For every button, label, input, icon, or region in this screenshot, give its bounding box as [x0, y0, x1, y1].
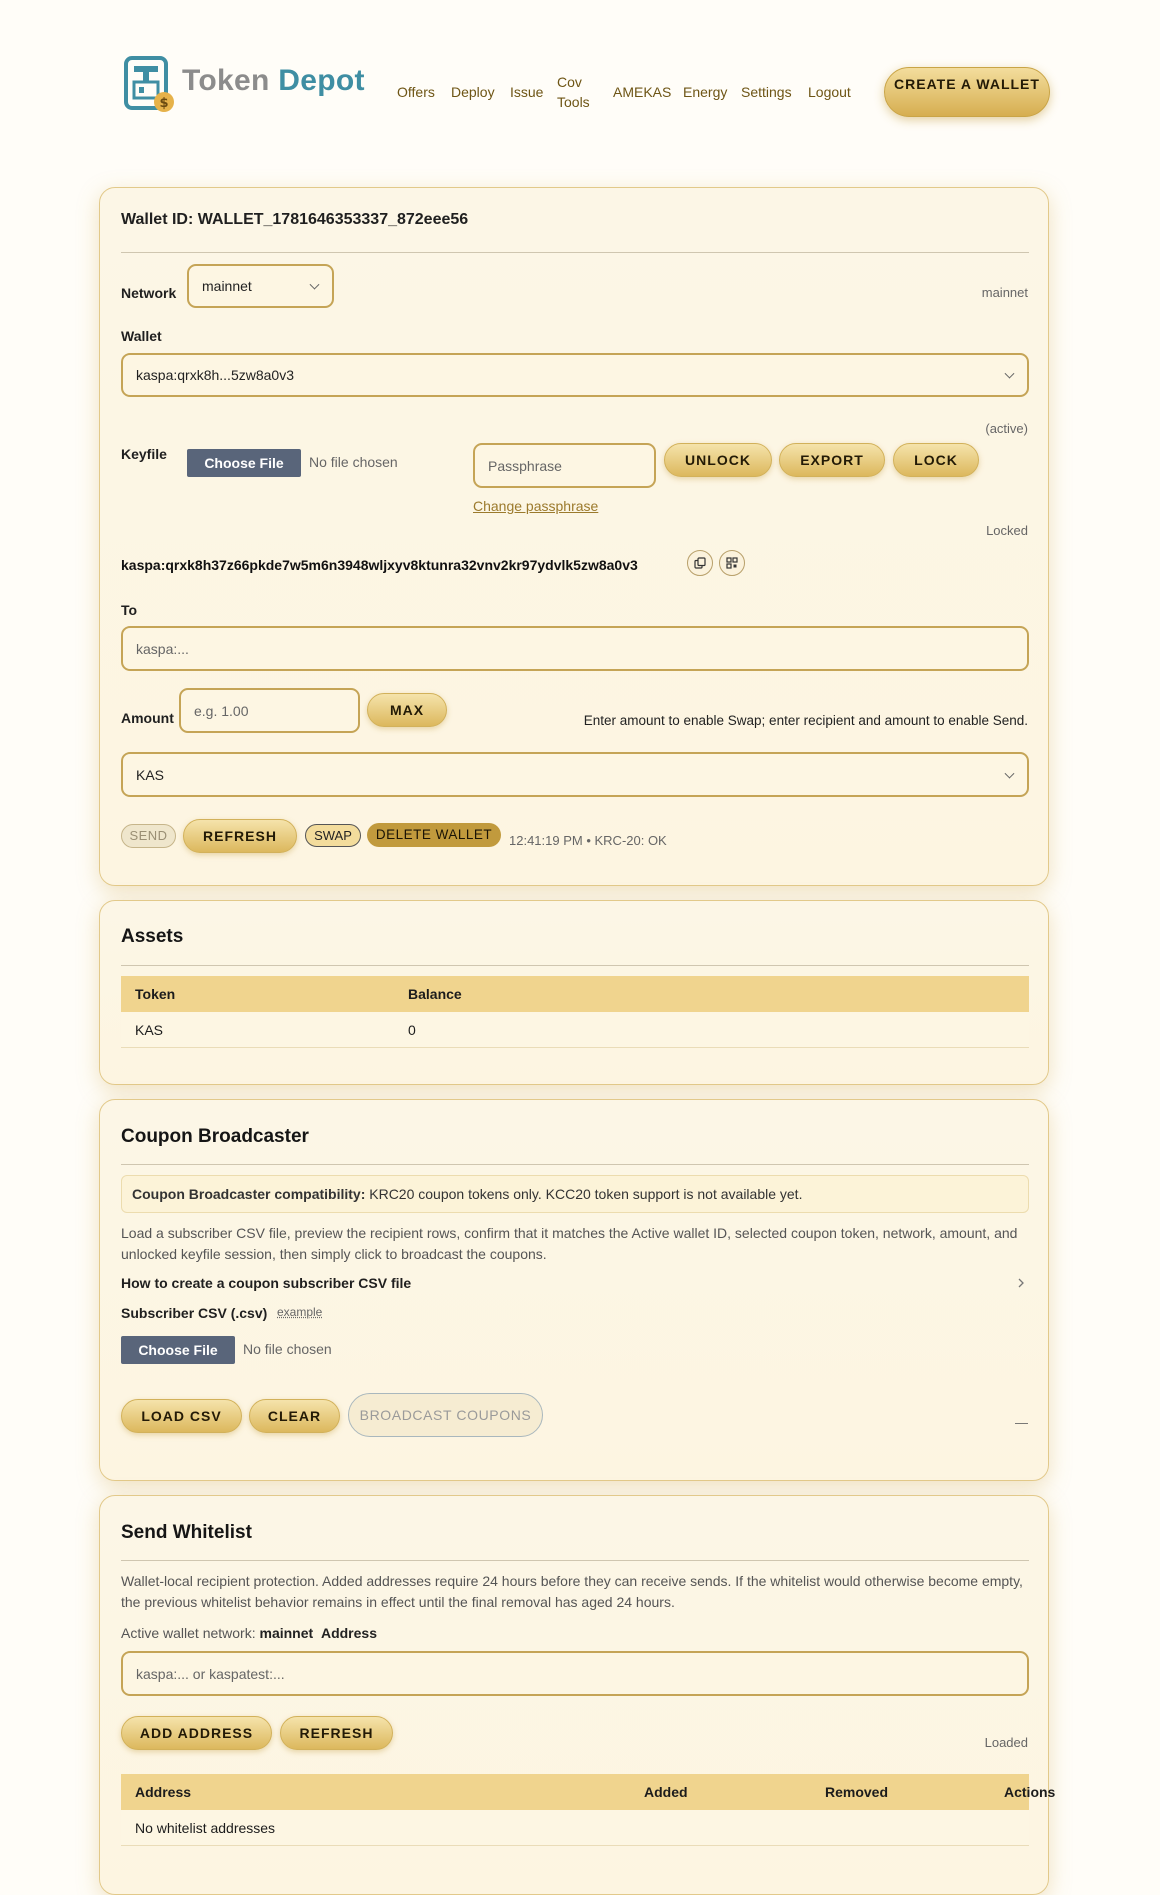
brand-part-k: k [217, 64, 235, 97]
nav-amekas[interactable]: AMEKAS [613, 84, 672, 100]
svg-text:$: $ [159, 96, 169, 111]
wallet-label: Wallet [121, 328, 162, 344]
header [0, 0, 1160, 150]
chevron-down-icon [310, 280, 320, 290]
recipient-input[interactable]: kaspa:... [121, 626, 1029, 671]
whitelist-empty-message: No whitelist addresses [135, 1820, 276, 1836]
wallet-select[interactable] [121, 353, 1029, 397]
wallet-card [99, 187, 1049, 886]
howto-toggle[interactable]: How to create a coupon subscriber CSV file [121, 1275, 412, 1291]
divider [121, 252, 1029, 253]
keyfile-no-file: No file chosen [309, 454, 398, 470]
col-actions: Actions [1004, 1784, 1056, 1800]
nav-offers[interactable]: Offers [397, 84, 435, 100]
token-select[interactable] [121, 752, 1029, 797]
csv-example-link[interactable]: example [277, 1305, 323, 1319]
chevron-right-icon[interactable] [1017, 1277, 1025, 1289]
compat-label: Coupon Broadcaster compatibility: [132, 1186, 366, 1202]
divider [121, 1164, 1029, 1165]
whitelist-network-line [121, 1625, 377, 1641]
whitelist-address-label: Address [320, 1625, 377, 1641]
network-label: Network [121, 285, 177, 301]
clear-button[interactable]: CLEAR [249, 1399, 340, 1433]
coupon-description: Load a subscriber CSV file, preview the recipient rows, confirm that it matches the Active wallet ID, selected coupon token, network, amount, and unlocked keyfile session, then simply click to broadcast the coupons. [121, 1225, 1018, 1262]
whitelist-description: Wallet-local recipient protection. Added addresses require 24 hours before they can receive sends. If the whitelist would otherwise become empty, the previous whitelist behavior remains in effect until the final removal has aged 24 hours. [121, 1573, 1023, 1610]
lock-status: Locked [986, 523, 1028, 538]
to-label: To [121, 602, 138, 618]
unlock-button[interactable]: UNLOCK [664, 443, 772, 477]
whitelist-title: Send Whitelist [121, 1522, 252, 1543]
divider [121, 965, 1029, 966]
nav-energy[interactable]: Energy [683, 84, 728, 100]
load-csv-button[interactable]: LOAD CSV [121, 1399, 242, 1433]
copy-icon [694, 557, 706, 569]
col-balance: Balance [408, 986, 462, 1002]
asset-token: KAS [135, 1022, 164, 1038]
lock-button[interactable]: LOCK [893, 443, 979, 477]
qr-code-icon [726, 557, 738, 569]
table-row [121, 1012, 1029, 1048]
whitelist-refresh-button[interactable]: REFRESH [280, 1716, 393, 1750]
amount-input[interactable]: e.g. 1.00 [179, 688, 360, 733]
send-button[interactable]: SEND [121, 824, 176, 848]
col-token: Token [135, 986, 176, 1002]
whitelist-status: Loaded [984, 1735, 1028, 1750]
broadcast-coupons-button[interactable]: BROADCAST COUPONS [348, 1393, 543, 1437]
compat-notice [121, 1175, 1029, 1213]
swap-button[interactable]: SWAP [305, 824, 361, 847]
divider [121, 1560, 1029, 1561]
chevron-down-icon [1005, 768, 1015, 778]
qr-code-button[interactable] [719, 550, 745, 576]
max-button[interactable]: MAX [367, 693, 447, 727]
nav-cov-tools[interactable]: Cov Tools [557, 74, 590, 110]
csv-no-file: No file chosen [243, 1341, 332, 1357]
network-select[interactable] [187, 264, 334, 308]
send-hint: Enter amount to enable Swap; enter recipient and amount to enable Send. [583, 713, 1028, 728]
whitelist-table-header [121, 1774, 1056, 1810]
brand-name[interactable] [182, 64, 365, 98]
keyfile-label: Keyfile [121, 446, 167, 462]
chevron-down-icon [1005, 369, 1015, 379]
wallet-active-status: (active) [985, 421, 1028, 436]
keyfile-choose-file-button[interactable]: Choose File [187, 449, 301, 477]
refresh-button[interactable]: REFRESH [183, 819, 297, 853]
nav-deploy[interactable]: Deploy [451, 84, 495, 100]
brand-part-3: Depot [269, 64, 365, 97]
assets-title: Assets [121, 926, 184, 947]
network-prefix: Active wallet network: [121, 1625, 260, 1641]
csv-choose-file-button[interactable]: Choose File [121, 1336, 235, 1364]
nav-issue[interactable]: Issue [510, 84, 544, 100]
col-address: Address [135, 1784, 192, 1800]
compat-text: KRC20 coupon tokens only. KCC20 token support is not available yet. [365, 1186, 803, 1202]
assets-table-header [121, 976, 1029, 1012]
wallet-address: kaspa:qrxk8h37z66pkde7w5m6n3948wljxyv8ktunra32vnv2kr97ydvlk5zw8a0v3 [121, 557, 638, 573]
coupon-broadcaster-card [99, 1099, 1049, 1481]
asset-balance: 0 [408, 1022, 416, 1038]
col-removed: Removed [825, 1784, 889, 1800]
coupon-title: Coupon Broadcaster [121, 1126, 309, 1147]
wallet-id: Wallet ID: WALLET_1781646353337_872eee56 [121, 211, 469, 228]
table-row [121, 1810, 1029, 1846]
brand-part-2: en [234, 64, 270, 97]
nav-settings[interactable]: Settings [741, 84, 792, 100]
wallet-status-line: 12:41:19 PM • KRC-20: OK [509, 833, 667, 848]
whitelist-network-value: mainnet [259, 1625, 314, 1641]
passphrase-input[interactable]: Passphrase [473, 443, 656, 488]
csv-label: Subscriber CSV (.csv) [121, 1305, 268, 1321]
brand-part-1: To [182, 64, 218, 97]
nav-logout[interactable]: Logout [808, 84, 851, 100]
coupon-status: — [1015, 1415, 1028, 1430]
token-depot-logo-icon[interactable] [124, 56, 176, 114]
network-select-value: mainnet [202, 278, 252, 294]
token-select-value: KAS [136, 766, 165, 783]
change-passphrase-link[interactable]: Change passphrase [473, 498, 599, 514]
whitelist-address-input[interactable]: kaspa:... or kaspatest:... [121, 1651, 1029, 1696]
assets-card [99, 900, 1049, 1085]
export-button[interactable]: EXPORT [779, 443, 885, 477]
send-whitelist-card [99, 1495, 1056, 1895]
wallet-select-value: kaspa:qrxk8h...5zw8a0v3 [136, 367, 294, 383]
col-added: Added [644, 1784, 688, 1800]
delete-wallet-button[interactable]: DELETE WALLET [367, 823, 501, 847]
network-status: mainnet [981, 285, 1028, 300]
create-wallet-button[interactable]: CREATE A WALLET [884, 67, 1050, 117]
copy-address-button[interactable] [687, 550, 713, 576]
amount-label: Amount [121, 710, 174, 726]
add-address-button[interactable]: ADD ADDRESS [121, 1716, 272, 1750]
